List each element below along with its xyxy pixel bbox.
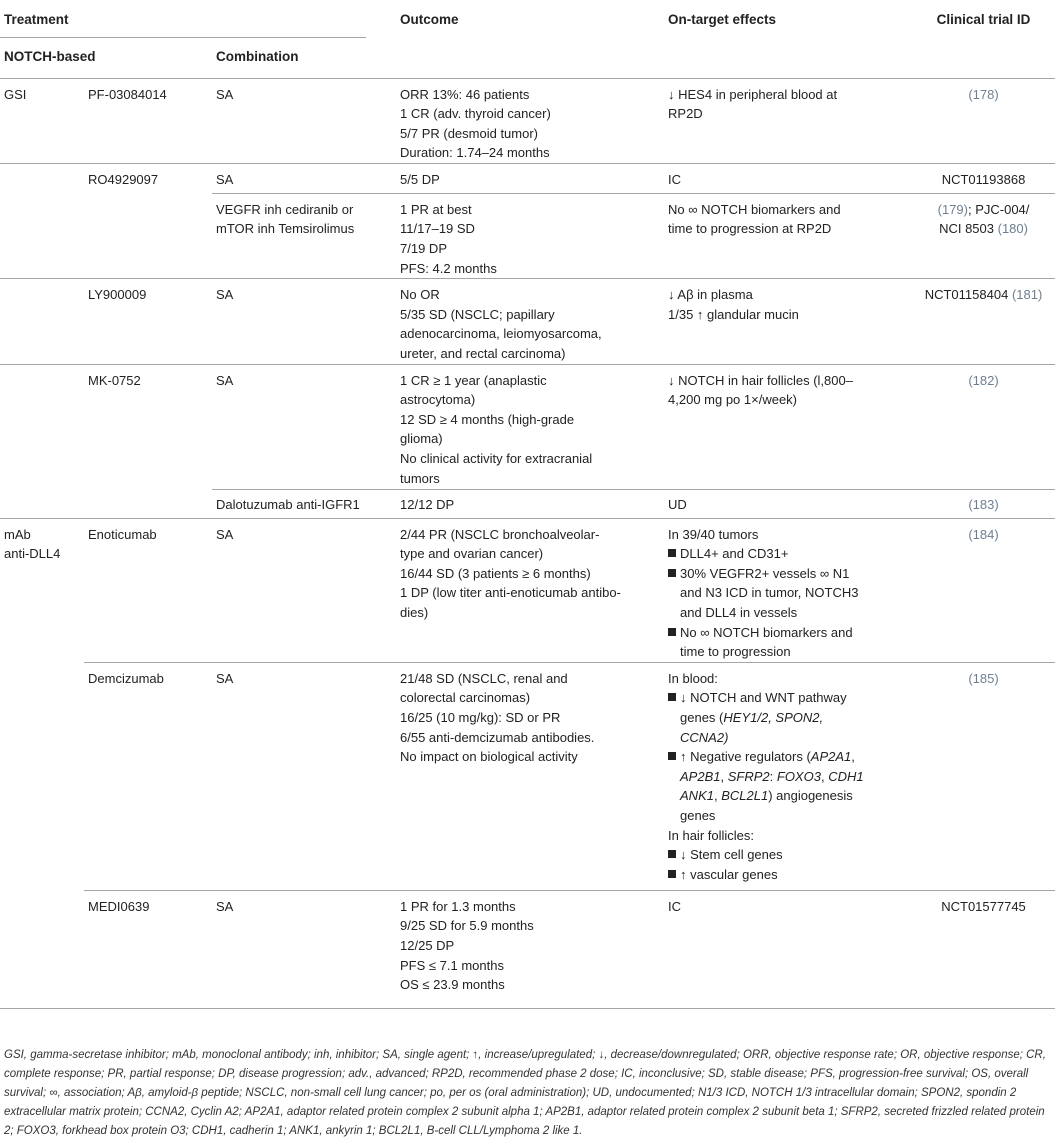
effect-line: RP2D (668, 106, 703, 122)
outcome-line: 12/12 DP (400, 496, 455, 512)
outcome-line: 16/44 SD (3 patients ≥ 6 months) (400, 565, 591, 581)
header-row-1 (0, 0, 1055, 38)
trial-id: NCT01193868 (941, 171, 1026, 187)
drug-name: RO4929097 (88, 171, 159, 187)
outcome-line: 16/25 (10 mg/kg): SD or PR (400, 709, 561, 725)
header-combination: Combination (216, 49, 299, 64)
table-row (0, 78, 1055, 163)
effect-line: 1/35 ↑ glandular mucin (668, 306, 799, 322)
outcome-line: 1 CR (adv. thyroid cancer) (400, 106, 551, 122)
combination: SA (216, 171, 234, 187)
reference-link[interactable]: (179) (937, 201, 968, 217)
combination: SA (216, 287, 234, 303)
trial-id: NCI 8503 (939, 221, 998, 237)
reference-link[interactable]: (181) (1011, 287, 1043, 303)
combination: VEGFR inh cediranib or (216, 201, 354, 217)
bullet-item: DLL4+ and CD31+ (668, 544, 908, 564)
outcome-line: 9/25 SD for 5.9 months (400, 918, 534, 934)
outcome-line: colorectal carcinomas) (400, 690, 531, 706)
effect-line: No ∞ NOTCH biomarkers and (668, 201, 841, 217)
drug-name: Enoticumab (88, 526, 157, 542)
bullet-square-icon (668, 850, 676, 858)
combination: Dalotuzumab anti-IGFR1 (216, 496, 360, 512)
combination: SA (216, 86, 234, 102)
table-row (0, 489, 1055, 518)
outcome-line: 21/48 SD (NSCLC, renal and (400, 670, 568, 686)
outcome-line: 12/25 DP (400, 937, 455, 953)
table-footnote: GSI, gamma-secretase inhibitor; mAb, monoclonal antibody; inh, inhibitor; SA, single agent; ↑, increase/upregulated; ↓, decrease/downregulated; ORR, objective response rate; OR, objective response; CR, complete response; PR, partial response; DP, disease progression; adv., advanced; RP2D, recommended phase 2 dose; IC, inconclusive; SD, stable disease; PFS, progression-free survival; OS, overall survival; ∞, association; Aβ, amyloid-β peptide; NSCLC, non-small cell lung cancer; po, per os (oral administration); UD, undocumented; N1/3 ICD, NOTCH 1/3 intracellular domain; SPON2, spondin 2 extracellular matrix protein; CCNA2, Cyclin A2; AP2A1, adaptor related protein complex 2 subunit alpha 1; AP2B1, adaptor related protein complex 2 subunit beta 1; SFRP2, secreted frizzled related protein 2; FOXO3, forkhead box protein O3; CDH1, cadherin 1; ANK1, ankyrin 1; BCL2L1, B-cell CLL/Lymphoma 2 like 1. (4, 1049, 1046, 1137)
outcome-line: 12 SD ≥ 4 months (high-grade (400, 411, 575, 427)
drug-name: LY900009 (88, 287, 147, 303)
trial-id: NCT01577745 (941, 898, 1026, 914)
outcome-line: ureter, and rectal carcinoma) (400, 346, 566, 362)
class-mab: mAb (4, 526, 31, 542)
bullet-square-icon (668, 569, 676, 577)
effect-line: In hair follicles: (668, 827, 754, 843)
table-bottom-rule (0, 1008, 1055, 1009)
bullet-item: ↑ vascular genes (668, 865, 908, 885)
reference-link[interactable]: (183) (968, 496, 999, 512)
effect-line: IC (668, 898, 682, 914)
outcome-line: 2/44 PR (NSCLC bronchoalveolar- (400, 526, 600, 542)
effect-line: IC (668, 171, 682, 187)
bullet-square-icon (668, 752, 676, 760)
table-row (0, 518, 1055, 662)
header-on-target: On-target effects (668, 12, 777, 27)
bullet-square-icon (668, 628, 676, 636)
outcome-line: 11/17–19 SD (400, 221, 475, 237)
drug-name: MK-0752 (88, 372, 141, 388)
outcome-line: No clinical activity for extracranial (400, 451, 593, 466)
outcome-line: 5/7 PR (desmoid tumor) (400, 125, 539, 141)
combination: SA (216, 526, 234, 542)
table-row (0, 193, 1055, 278)
header-treatment: Treatment (4, 12, 69, 27)
class-gsi: GSI (4, 86, 27, 102)
outcome-line: No impact on biological activity (400, 749, 578, 765)
reference-link[interactable]: (184) (968, 526, 999, 542)
effect-line: 4,200 mg po 1×/week) (668, 392, 798, 408)
header-notch-based: NOTCH-based (4, 49, 96, 64)
effect-line: ↓ NOTCH in hair follicles (l,800– (668, 372, 853, 388)
table-row (0, 662, 1055, 890)
bullet-square-icon (668, 870, 676, 878)
table-row (0, 364, 1055, 489)
outcome-line: ORR 13%: 46 patients (400, 86, 530, 102)
bullet-item: ↑ Negative regulators (AP2A1, AP2B1, SFRP2: FOXO3, CDH1 ANK1, BCL2L1) angiogenesis genes (668, 747, 908, 825)
drug-name: Demcizumab (88, 670, 164, 686)
outcome-line: tumors (400, 470, 440, 486)
bullet-square-icon (668, 693, 676, 701)
reference-link[interactable]: (178) (968, 86, 999, 102)
class-mab: anti-DLL4 (4, 546, 61, 562)
drug-name: MEDI0639 (88, 898, 150, 914)
effect-line: ↓ HES4 in peripheral blood at (668, 86, 838, 102)
table-row (0, 279, 1055, 364)
bullet-item: ↓ Stem cell genes (668, 845, 908, 865)
combination: SA (216, 670, 234, 686)
effect-line: time to progression at RP2D (668, 221, 832, 237)
outcome-line: PFS: 4.2 months (400, 260, 497, 276)
outcome-line: type and ovarian cancer) (400, 546, 544, 562)
outcome-line: 1 DP (low titer anti-enoticumab antibo- (400, 585, 621, 601)
outcome-line: PFS ≤ 7.1 months (400, 957, 504, 973)
outcome-line: No OR (400, 287, 440, 303)
effect-line: In blood: (668, 670, 718, 686)
outcome-line: astrocytoma) (400, 392, 476, 408)
outcome-line: adenocarcinoma, leiomyosarcoma, (400, 326, 602, 342)
outcome-line: 1 PR at best (400, 201, 472, 217)
trial-id: ; PJC-004/ (967, 201, 1030, 217)
outcome-line: 7/19 DP (400, 241, 447, 257)
header-outcome: Outcome (400, 12, 459, 27)
bullet-item: ↓ NOTCH and WNT pathway genes (HEY1/2, SPON2, CCNA2) (668, 688, 908, 747)
outcome-line: 5/5 DP (400, 171, 440, 187)
bullet-square-icon (668, 549, 676, 557)
outcome-line: OS ≤ 23.9 months (400, 977, 505, 993)
table-row (0, 163, 1055, 193)
effect-line: ↓ Aβ in plasma (668, 287, 753, 303)
outcome-line: Duration: 1.74–24 months (400, 145, 550, 161)
combination: SA (216, 898, 234, 914)
treatment-underline (0, 37, 366, 38)
outcome-line: 1 PR for 1.3 months (400, 898, 516, 914)
header-trial-id: Clinical trial ID (936, 12, 1031, 27)
outcome-line: glioma) (400, 431, 443, 447)
effect-line: In 39/40 tumors (668, 526, 759, 542)
bullet-item: 30% VEGFR2+ vessels ∞ N1 and N3 ICD in tumor, NOTCH3 and DLL4 in vessels (668, 564, 908, 623)
combination: mTOR inh Temsirolimus (216, 221, 355, 237)
table-row (0, 890, 1055, 1000)
reference-link[interactable]: (180) (997, 221, 1028, 237)
bullet-item: No ∞ NOTCH biomarkers and time to progression (668, 623, 908, 662)
reference-link[interactable]: (185) (968, 670, 999, 686)
effect-line: UD (668, 496, 687, 512)
outcome-line: 5/35 SD (NSCLC; papillary (400, 306, 555, 322)
drug-name: PF-03084014 (88, 86, 167, 102)
outcome-line: 6/55 anti-demcizumab antibodies. (400, 729, 595, 745)
outcome-line: dies) (400, 605, 429, 620)
combination: SA (216, 372, 234, 388)
reference-link[interactable]: (182) (968, 372, 999, 388)
outcome-line: 1 CR ≥ 1 year (anaplastic (400, 372, 547, 388)
trial-id: NCT01158404 (924, 287, 1012, 303)
